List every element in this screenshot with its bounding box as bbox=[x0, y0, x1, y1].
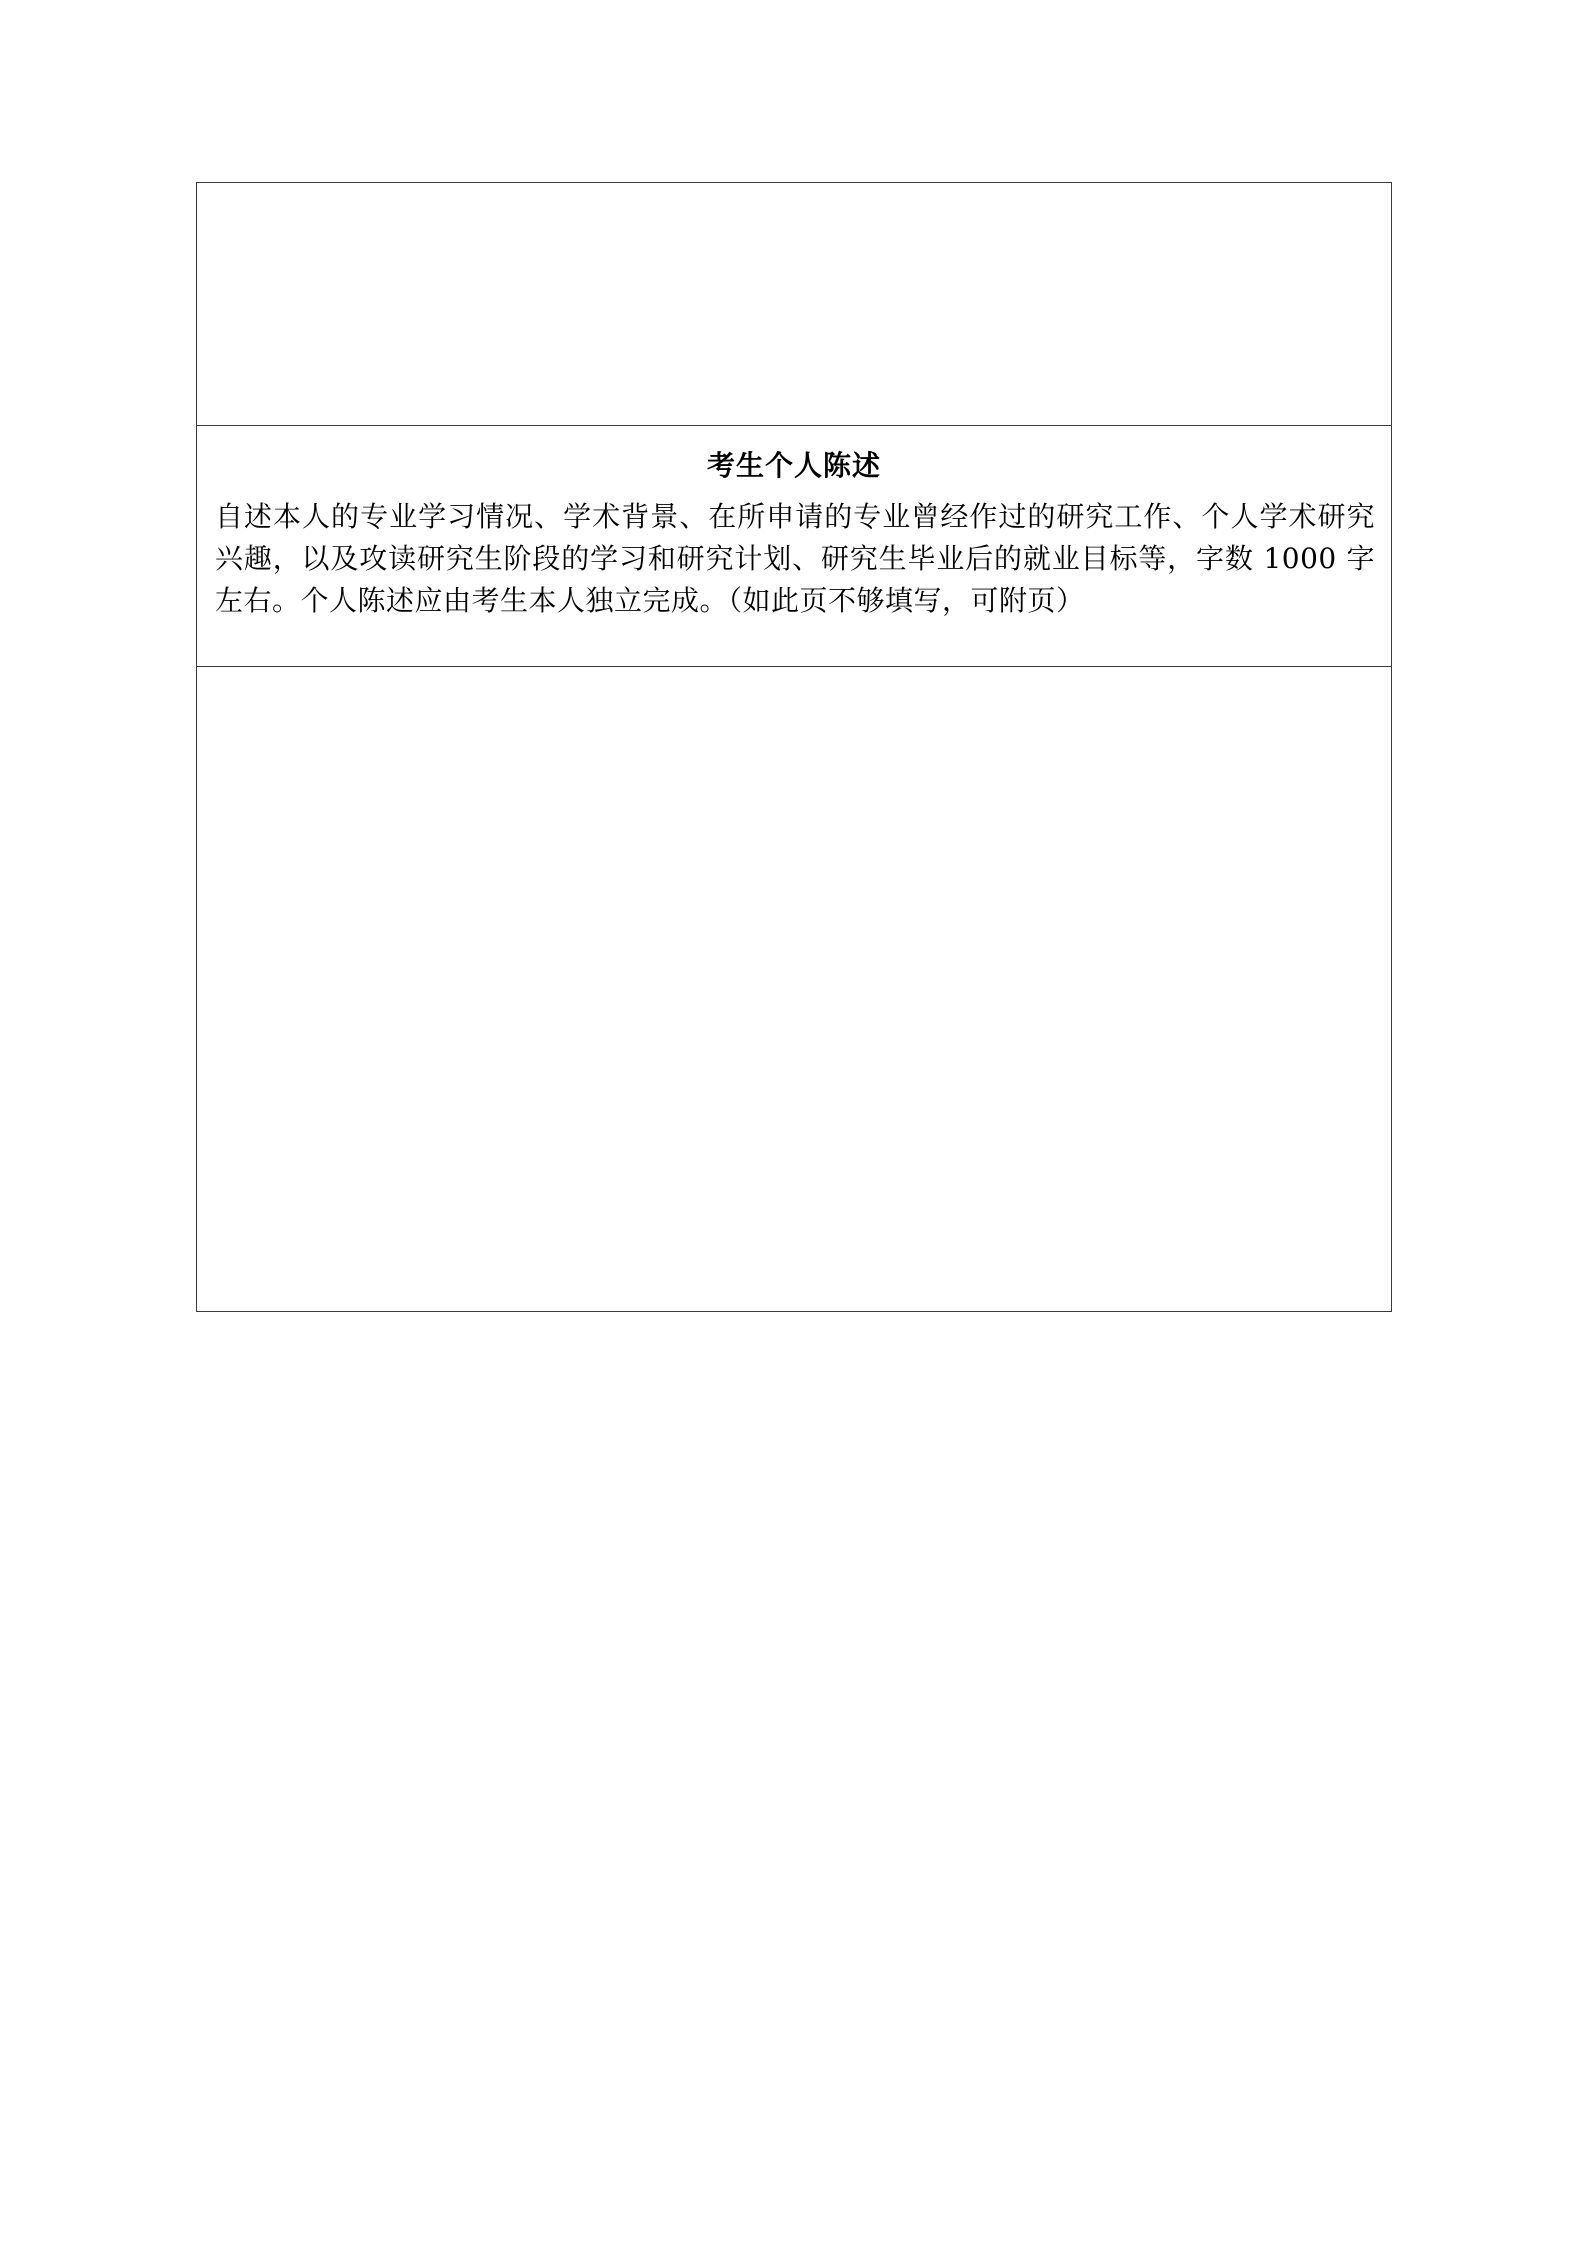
personal-statement-header-cell bbox=[197, 426, 1391, 667]
section-title: 考生个人陈述 bbox=[706, 449, 881, 482]
personal-statement-writing-area bbox=[197, 667, 1391, 1311]
application-form-table bbox=[196, 182, 1392, 1312]
section-instructions: 自述本人的专业学习情况、学术背景、在所申请的专业曾经作过的研究工作、个人学术研究兴趣，以及攻读研究生阶段的学习和研究计划、研究生毕业后的就业目标等，字数 1000 字左右。个人陈述应由考生本人独立完成。（如此页不够填写，可附页） bbox=[215, 500, 1375, 617]
previous-section-blank-area bbox=[197, 183, 1391, 426]
